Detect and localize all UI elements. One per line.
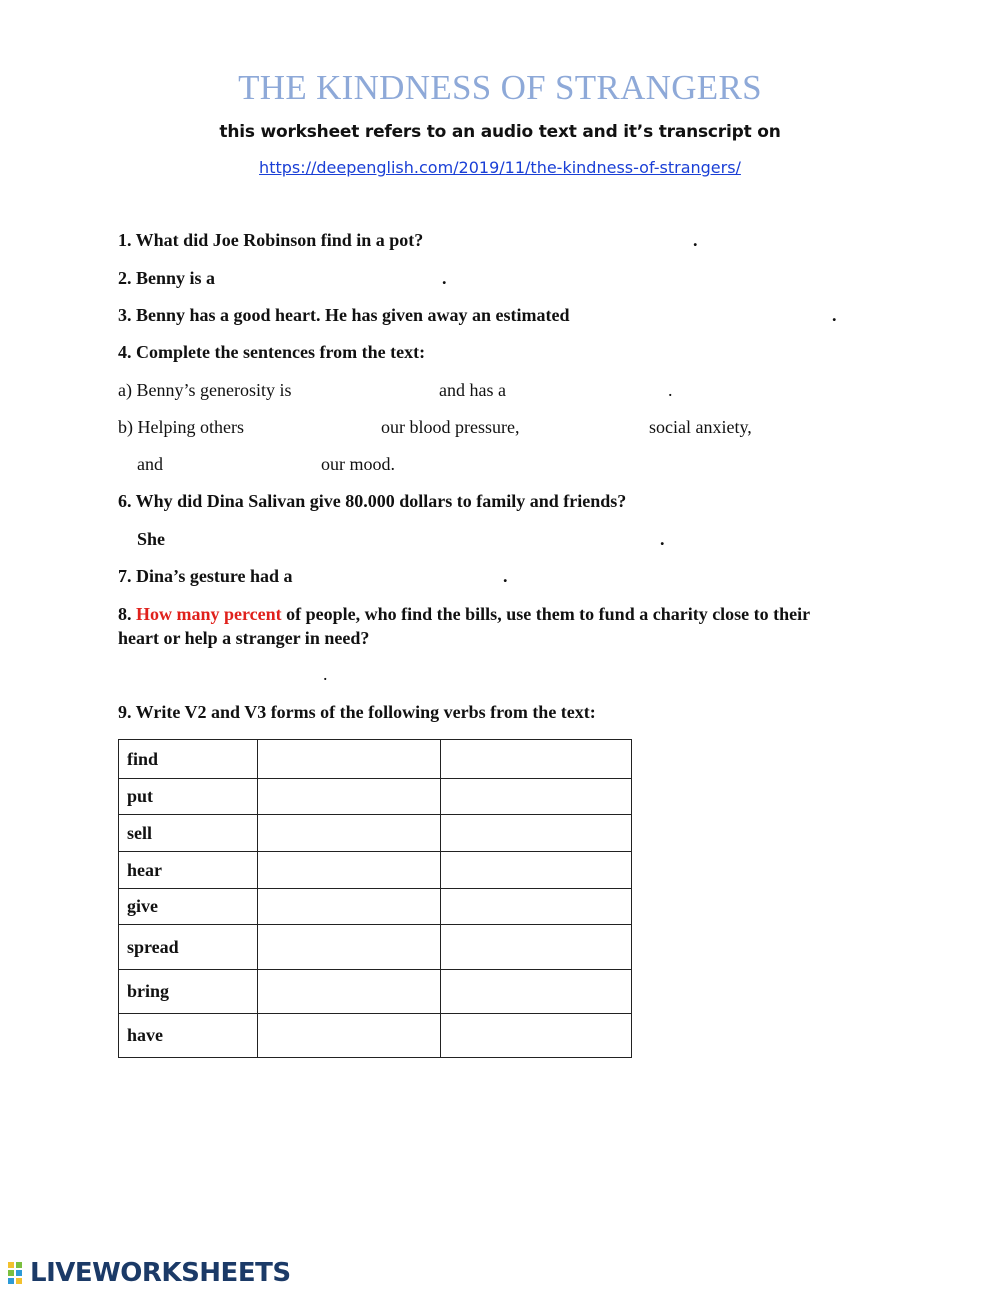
question-8-highlight: How many percent	[136, 604, 282, 624]
question-3-period: .	[832, 305, 837, 325]
v2-answer-cell[interactable]	[258, 925, 441, 970]
v3-answer-cell[interactable]	[441, 852, 632, 889]
question-4b-part1: b) Helping others	[118, 417, 244, 437]
liveworksheets-logo-text: LIVEWORKSHEETS	[30, 1258, 291, 1288]
v2-answer-cell[interactable]	[258, 740, 441, 779]
v3-answer-cell[interactable]	[441, 740, 632, 779]
question-6: 6. Why did Dina Salivan give 80.000 dollars to family and friends?	[118, 491, 627, 511]
liveworksheets-logo[interactable]	[8, 1258, 291, 1288]
question-4b-part2: our blood pressure,	[381, 417, 520, 437]
table-row	[119, 889, 632, 925]
question-6-period: .	[660, 529, 665, 549]
worksheet-title: THE KINDNESS OF STRANGERS	[238, 68, 762, 107]
verb-cell: spread	[119, 925, 258, 970]
question-4a-period: .	[668, 380, 673, 400]
question-8-rest: of people, who find the bills, use them to fund a charity close to their	[286, 604, 811, 624]
v2-answer-cell[interactable]	[258, 889, 441, 925]
question-1: 1. What did Joe Robinson find in a pot?	[118, 230, 424, 250]
liveworksheets-logo-icon	[8, 1261, 30, 1285]
question-7: 7. Dina’s gesture had a	[118, 566, 293, 586]
v3-answer-cell[interactable]	[441, 889, 632, 925]
v2-answer-cell[interactable]	[258, 970, 441, 1014]
verb-cell: bring	[119, 970, 258, 1014]
verb-cell: have	[119, 1014, 258, 1058]
question-4a-part2: and has a	[439, 380, 506, 400]
verb-cell: sell	[119, 815, 258, 852]
question-2-period: .	[442, 268, 447, 288]
transcript-link[interactable]: https://deepenglish.com/2019/11/the-kindness-of-strangers/	[259, 158, 741, 177]
transcript-link-wrap	[0, 158, 1000, 177]
v2-answer-cell[interactable]	[258, 815, 441, 852]
verb-cell: put	[119, 779, 258, 815]
v3-answer-cell[interactable]	[441, 970, 632, 1014]
question-4: 4. Complete the sentences from the text:	[118, 342, 426, 362]
question-8-line1	[118, 604, 810, 625]
question-8-number: 8.	[118, 604, 132, 624]
v2-answer-cell[interactable]	[258, 779, 441, 815]
verb-forms-table	[118, 739, 632, 1058]
table-row	[119, 1014, 632, 1058]
question-1-period: .	[693, 230, 698, 250]
table-row	[119, 815, 632, 852]
table-row	[119, 925, 632, 970]
v3-answer-cell[interactable]	[441, 815, 632, 852]
question-8-period: .	[323, 664, 328, 684]
question-4b-part3: social anxiety,	[649, 417, 752, 437]
question-3: 3. Benny has a good heart. He has given away an estimated	[118, 305, 570, 325]
question-7-period: .	[503, 566, 508, 586]
v3-answer-cell[interactable]	[441, 925, 632, 970]
v2-answer-cell[interactable]	[258, 852, 441, 889]
question-6-answer-start: She	[137, 529, 166, 549]
verb-cell: hear	[119, 852, 258, 889]
v2-answer-cell[interactable]	[258, 1014, 441, 1058]
table-row	[119, 779, 632, 815]
v3-answer-cell[interactable]	[441, 1014, 632, 1058]
question-2: 2. Benny is a	[118, 268, 216, 288]
table-row	[119, 852, 632, 889]
v3-answer-cell[interactable]	[441, 779, 632, 815]
question-8-line2: heart or help a stranger in need?	[118, 628, 370, 648]
verb-cell: find	[119, 740, 258, 779]
verb-cell: give	[119, 889, 258, 925]
question-9: 9. Write V2 and V3 forms of the following verbs from the text:	[118, 702, 596, 722]
question-4b-part4: and	[137, 454, 163, 474]
table-row	[119, 740, 632, 779]
question-4a-part1: a) Benny’s generosity is	[118, 380, 292, 400]
worksheet-subtitle: this worksheet refers to an audio text and it’s transcript on	[219, 122, 781, 142]
question-4b-part5: our mood.	[321, 454, 395, 474]
table-row	[119, 970, 632, 1014]
